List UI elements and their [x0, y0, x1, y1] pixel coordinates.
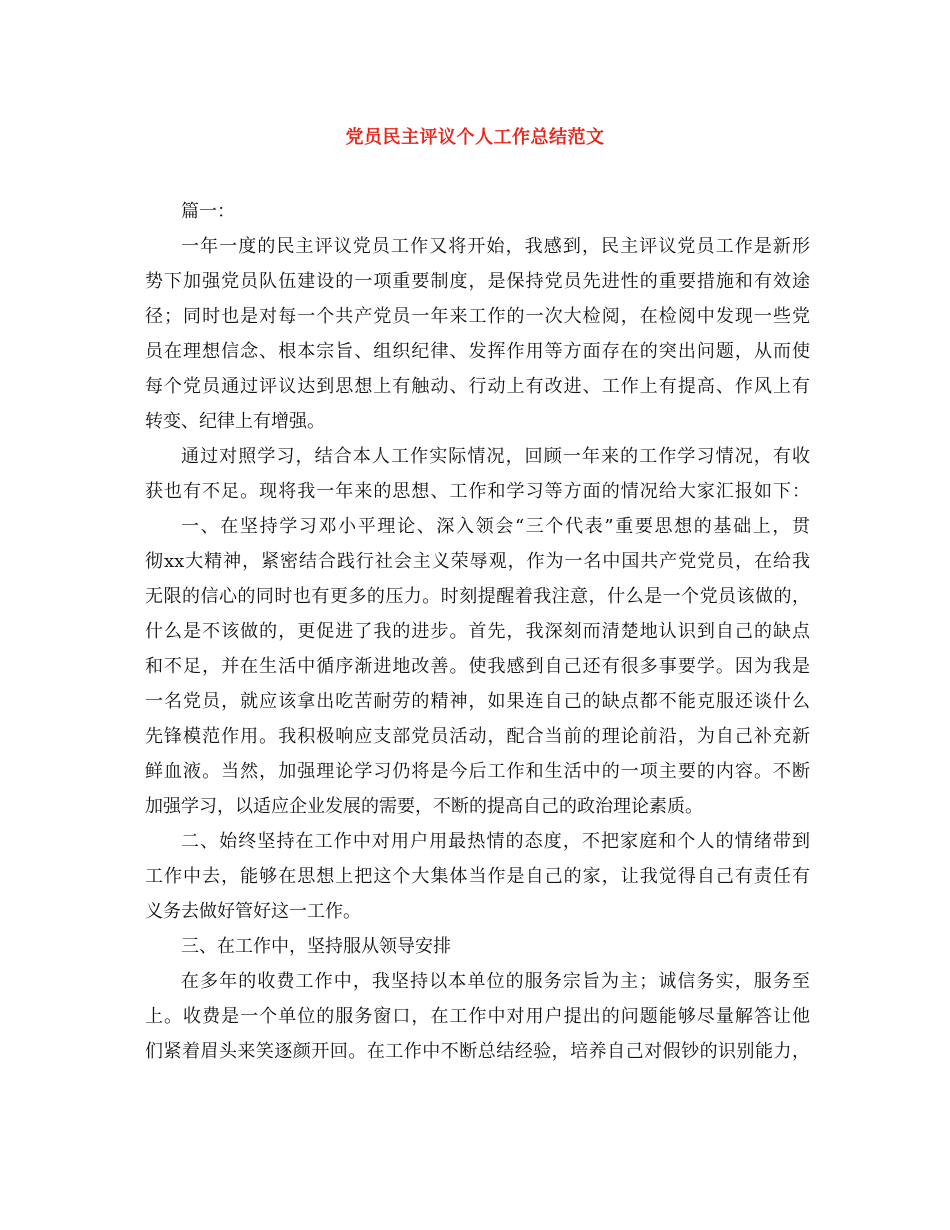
text-line: 加强学习，以适应企业发展的需要，不断的提高自己的政治理论素质。: [145, 796, 703, 817]
text-line: 一年一度的民主评议党员工作又将开始，我感到，民主评议党员工作是新形: [181, 236, 810, 257]
text-line: 一、在坚持学习邓小平理论、深入领会“三个代表”重要思想的基础上，贯: [181, 516, 810, 537]
document-body: [145, 194, 810, 1069]
text-line: 们紧着眉头来笑逐颜开回。在工作中不断总结经验，培养自己对假钞的识别能力，: [145, 1041, 810, 1062]
text-line: 在多年的收费工作中，我坚持以本单位的服务宗旨为主；诚信务实，服务至: [181, 971, 810, 992]
text-line: 篇一：: [181, 201, 235, 222]
text-line: 转变、纪律上有增强。: [145, 411, 325, 432]
text-line: 员在理想信念、根本宗旨、组织纪律、发挥作用等方面存在的突出问题，从而使: [145, 341, 810, 362]
text-line: 彻xx大精神，紧密结合践行社会主义荣辱观，作为一名中国共产党党员，在给我: [145, 551, 810, 572]
text-line: 径；同时也是对每一个共产党员一年来工作的一次大检阅，在检阅中发现一些党: [145, 306, 810, 327]
text-line: 二、始终坚持在工作中对用户用最热情的态度，不把家庭和个人的情绪带到: [181, 831, 810, 852]
text-line: 上。收费是一个单位的服务窗口，在工作中对用户提出的问题能够尽量解答让他: [145, 1006, 810, 1027]
text-line: 三、在工作中，坚持服从领导安排: [181, 936, 451, 957]
text-line: 义务去做好管好这一工作。: [145, 901, 361, 922]
text-line: 无限的信心的同时也有更多的压力。时刻提醒着我注意，什么是一个党员该做的，: [145, 586, 810, 607]
text-line: 什么是不该做的，更促进了我的进步。首先，我深刻而清楚地认识到自己的缺点: [145, 621, 810, 642]
text-line: 鲜血液。当然，加强理论学习仍将是今后工作和生活中的一项主要的内容。不断: [145, 761, 810, 782]
text-line: 和不足，并在生活中循序渐进地改善。使我感到自己还有很多事要学。因为我是: [145, 656, 810, 677]
text-line: 通过对照学习，结合本人工作实际情况，回顾一年来的工作学习情况，有收: [181, 446, 810, 467]
document-title: 党员民主评议个人工作总结范文: [345, 127, 605, 148]
text-line: 每个党员通过评议达到思想上有触动、行动上有改进、工作上有提高、作风上有: [145, 376, 810, 397]
text-line: 一名党员，就应该拿出吃苦耐劳的精神，如果连自己的缺点都不能克服还谈什么: [145, 691, 810, 712]
text-line: 势下加强党员队伍建设的一项重要制度，是保持党员先进性的重要措施和有效途: [145, 271, 810, 292]
text-line: 工作中去，能够在思想上把这个大集体当作是自己的家，让我觉得自己有责任有: [145, 866, 810, 887]
text-line: 先锋模范作用。我积极响应支部党员活动，配合当前的理论前沿，为自己补充新: [145, 726, 810, 747]
text-line: 获也有不足。现将我一年来的思想、工作和学习等方面的情况给大家汇报如下：: [145, 481, 810, 502]
